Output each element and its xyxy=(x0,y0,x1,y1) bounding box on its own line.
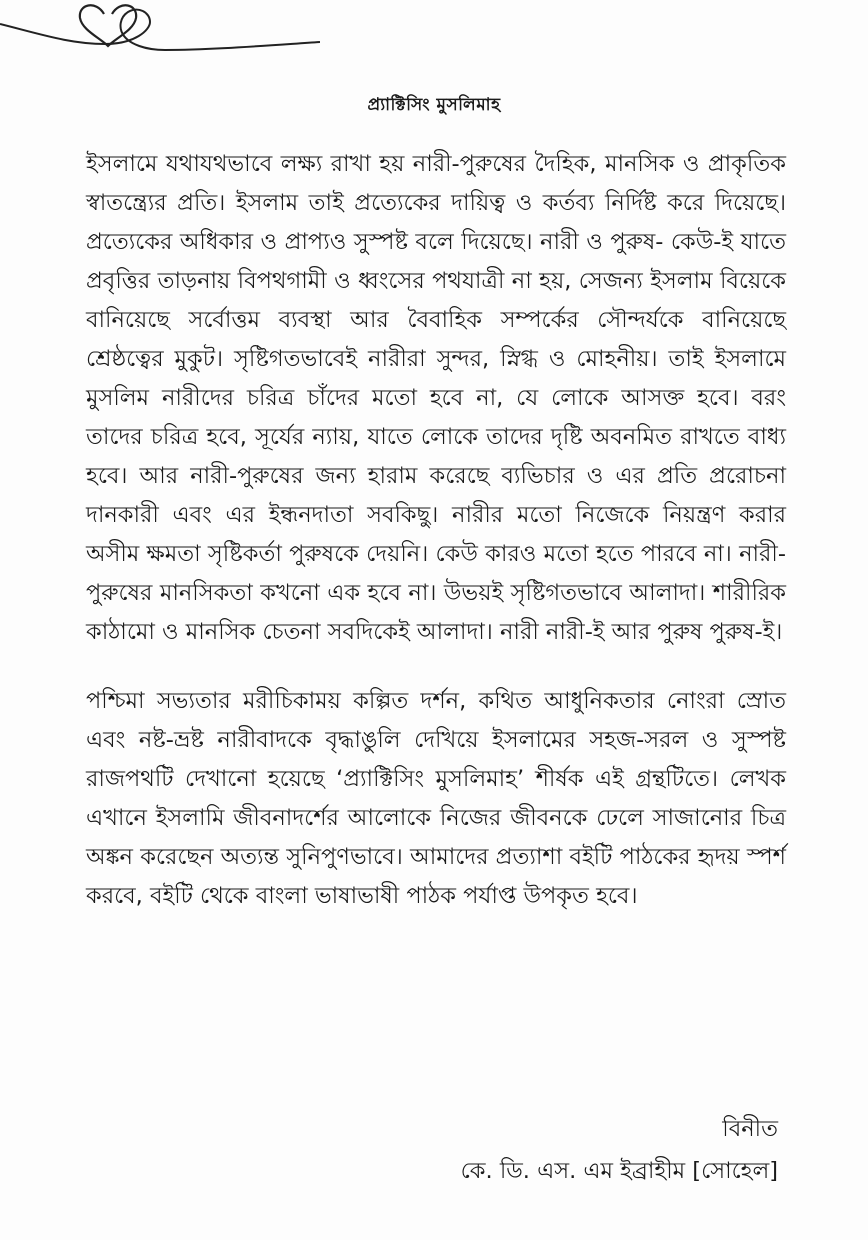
signature-name: কে. ডি. এস. এম ইব্রাহীম [সোহেল] xyxy=(460,1158,778,1184)
main-text xyxy=(86,145,786,946)
signature-block xyxy=(461,1108,778,1192)
running-header: প্র্যাক্টিসিং মুসলিমাহ xyxy=(367,95,501,115)
heart-flourish-icon xyxy=(0,0,320,70)
signature-closing: বিনীত xyxy=(722,1116,778,1142)
paragraph-1: ইসলামে যথাযথভাবে লক্ষ্য রাখা হয় নারী-পুরুষের দৈহিক, মানসিক ও প্রাকৃতিক স্বাতন্ত্র্যের প্রতি। ইসলাম তাই প্রত্যেকের দায়িত্ব ও কর্তব্য নির্দিষ্ট করে দিয়েছে। প্রত্যেকের অধিকার ও প্রাপ্যও সুস্পষ্ট বলে দিয়েছে। নারী ও পুরুষ- কেউ-ই যাতে প্রবৃত্তির তাড়নায় বিপথগামী ও ধ্বংসের পথযাত্রী না হয়, সেজন্য ইসলাম বিয়েকে বানিয়েছে সর্বোত্তম ব্যবস্থা আর বৈবাহিক সম্পর্কের সৌন্দর্যকে বানিয়েছে শ্রেষ্ঠত্বের মুকুট। সৃষ্টিগতভাবেই নারীরা সুন্দর, স্নিগ্ধ ও মোহনীয়। তাই ইসলামে মুসলিম নারীদের চরিত্র চাঁদের মতো হবে না, যে লোকে আসক্ত হবে। বরং তাদের চরিত্র হবে, সূর্যের ন্যায়, যাতে লোকে তাদের দৃষ্টি অবনমিত রাখতে বাধ্য হবে। আর নারী-পুরুষের জন্য হারাম করেছে ব্যভিচার ও এর প্রতি প্ররোচনা দানকারী এবং এর ইন্ধনদাতা সবকিছু। নারীর মতো নিজেকে নিয়ন্ত্রণ করার অসীম ক্ষমতা সৃষ্টিকর্তা পুরুষকে দেয়নি। কেউ কারও মতো হতে পারবে না। নারী-পুরুষের মানসিকতা কখনো এক হবে না। উভয়ই সৃষ্টিগতভাবে আলাদা। শারীরিক কাঠামো ও মানসিক চেতনা সবদিকেই আলাদা। নারী নারী-ই আর পুরুষ পুরুষ-ই। xyxy=(86,151,786,645)
paragraph-2: পশ্চিমা সভ্যতার মরীচিকাময় কল্পিত দর্শন, কথিত আধুনিকতার নোংরা স্রোত এবং নষ্ট-ভ্রষ্ট নারীবাদকে বৃদ্ধাঙুলি দেখিয়ে ইসলামের সহজ-সরল ও সুস্পষ্ট রাজপথটি দেখানো হয়েছে ‘প্র্যাক্টিসিং মুসলিমাহ’ শীর্ষক এই গ্রন্থটিতে। লেখক এখানে ইসলামি জীবনাদর্শের আলোকে নিজের জীবনকে ঢেলে সাজানোর চিত্র অঙ্কন করেছেন অত্যন্ত সুনিপুণভাবে। আমাদের প্রত্যাশা বইটি পাঠকের হৃদয় স্পর্শ করবে, বইটি থেকে বাংলা ভাষাভাষী পাঠক পর্যাপ্ত উপকৃত হবে। xyxy=(86,688,786,909)
